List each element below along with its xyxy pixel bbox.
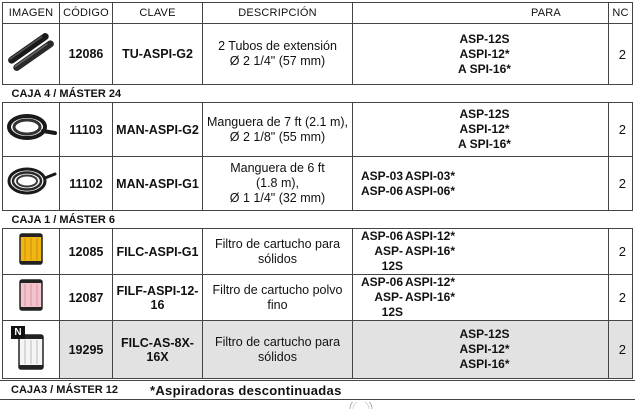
- compatible-models: [353, 229, 609, 275]
- header-code: CÓDIGO: [60, 3, 113, 24]
- product-description: [203, 103, 353, 157]
- description-line: Ø 1 1/4" (32 mm): [229, 191, 326, 205]
- nc-value: 2: [609, 103, 633, 157]
- product-code: 19295: [60, 321, 113, 379]
- footnote: *Aspiradoras descontinuadas: [150, 383, 342, 398]
- nc-value: 2: [609, 229, 633, 275]
- compatible-models: [353, 157, 609, 211]
- product-key: FILC-ASPI-G1: [113, 229, 203, 275]
- seal-icon: [348, 402, 374, 409]
- description-line: sólidos: [258, 251, 297, 266]
- nc-value: 2: [609, 157, 633, 211]
- description-line: Manguera de 6 ft: [230, 161, 325, 175]
- model-label: ASPI-12*: [459, 342, 510, 356]
- box-label-row: [3, 85, 633, 103]
- description-line: Ø 2 1/4" (57 mm): [229, 54, 326, 68]
- header-description: DESCRIPCIÓN: [203, 3, 353, 24]
- extension-tubes-icon: [5, 32, 57, 72]
- table-footer: [0, 380, 635, 400]
- description-line: 2 Tubos de extensión: [218, 39, 337, 53]
- product-code: 12087: [60, 275, 113, 321]
- coiled-hose-icon: [5, 164, 57, 198]
- product-description: [203, 24, 353, 85]
- product-key: FILC-AS-8X-16X: [113, 321, 203, 379]
- product-key: MAN-ASPI-G1: [113, 157, 203, 211]
- model-label: ASPI-12*: [405, 275, 456, 289]
- table-row: [3, 321, 633, 379]
- model-label: ASP-06: [360, 183, 403, 198]
- description-line: Filtro de cartucho para: [214, 236, 341, 251]
- description-line: Filtro de cartucho para: [214, 334, 341, 349]
- product-key: MAN-ASPI-G2: [113, 103, 203, 157]
- model-label: ASPI-16*: [459, 357, 510, 371]
- model-label: ASP-06: [360, 275, 403, 289]
- product-code: 11103: [60, 103, 113, 157]
- model-label: ASPI-06*: [405, 183, 456, 198]
- model-label: ASPI-16*: [405, 290, 456, 304]
- product-image-cell: [3, 24, 60, 85]
- model-label: ASPI-12*: [459, 122, 510, 136]
- table-row: [3, 229, 633, 275]
- model-label: ASP-12S: [374, 290, 403, 319]
- model-label: ASP-12S: [374, 244, 403, 273]
- model-label: ASPI-03*: [405, 168, 456, 183]
- box-label: CAJA 1 / MÁSTER 6: [3, 211, 633, 229]
- description-line: Filtro de cartucho polvo: [212, 282, 343, 297]
- product-description: [203, 157, 353, 211]
- pink-cartridge-filter-icon: [16, 278, 46, 312]
- product-image-cell: [3, 229, 60, 275]
- description-line: (1.8 m),: [255, 176, 300, 190]
- table-row: [3, 103, 633, 157]
- box-label-row: [3, 211, 633, 229]
- product-key: TU-ASPI-G2: [113, 24, 203, 85]
- product-key: FILF-ASPI-12-16: [113, 275, 203, 321]
- product-image-cell: [3, 321, 60, 379]
- description-line: fino: [267, 297, 288, 312]
- product-description: [203, 229, 353, 275]
- coiled-hose-icon: [5, 111, 57, 143]
- table-row: [3, 157, 633, 211]
- product-image-cell: [3, 157, 60, 211]
- yellow-cartridge-filter-icon: [16, 232, 46, 266]
- nc-value: 2: [609, 321, 633, 379]
- description-line: Ø 2 1/8" (55 mm): [229, 129, 326, 144]
- model-label: ASPI-12*: [459, 46, 510, 61]
- box-label: CAJA 4 / MÁSTER 24: [3, 85, 633, 103]
- new-badge: N: [11, 326, 25, 339]
- compatible-models: [353, 275, 609, 321]
- nc-value: 2: [609, 24, 633, 85]
- header-nc: NC: [609, 3, 633, 24]
- product-image-cell: [3, 275, 60, 321]
- model-label: ASP-12S: [459, 327, 510, 341]
- table-row: [3, 275, 633, 321]
- product-code: 12085: [60, 229, 113, 275]
- accessories-table: [2, 2, 633, 379]
- compatible-models: [353, 321, 609, 379]
- model-label: ASP-12S: [459, 31, 510, 46]
- product-description: [203, 321, 353, 379]
- header-row: [3, 3, 633, 24]
- table-row: [3, 24, 633, 85]
- header-image: IMAGEN: [3, 3, 60, 24]
- model-label: A SPI-16*: [458, 61, 511, 76]
- product-code: 12086: [60, 24, 113, 85]
- header-para: PARA: [353, 3, 609, 24]
- model-label: ASP-03: [360, 168, 403, 183]
- model-label: ASP-06: [360, 229, 403, 243]
- model-label: A SPI-16*: [458, 137, 511, 151]
- compatible-models: [353, 24, 609, 85]
- product-code: 11102: [60, 157, 113, 211]
- product-description: [203, 275, 353, 321]
- model-label: ASPI-12*: [405, 229, 456, 243]
- model-label: ASP-12S: [459, 107, 510, 121]
- description-line: Manguera de 7 ft (2.1 m),: [206, 114, 349, 129]
- box-label: CAJA3 / MÁSTER 12: [11, 384, 118, 396]
- nc-value: 2: [609, 275, 633, 321]
- header-key: CLAVE: [113, 3, 203, 24]
- model-label: ASPI-16*: [405, 244, 456, 258]
- product-image-cell: [3, 103, 60, 157]
- compatible-models: [353, 103, 609, 157]
- description-line: sólidos: [258, 349, 297, 364]
